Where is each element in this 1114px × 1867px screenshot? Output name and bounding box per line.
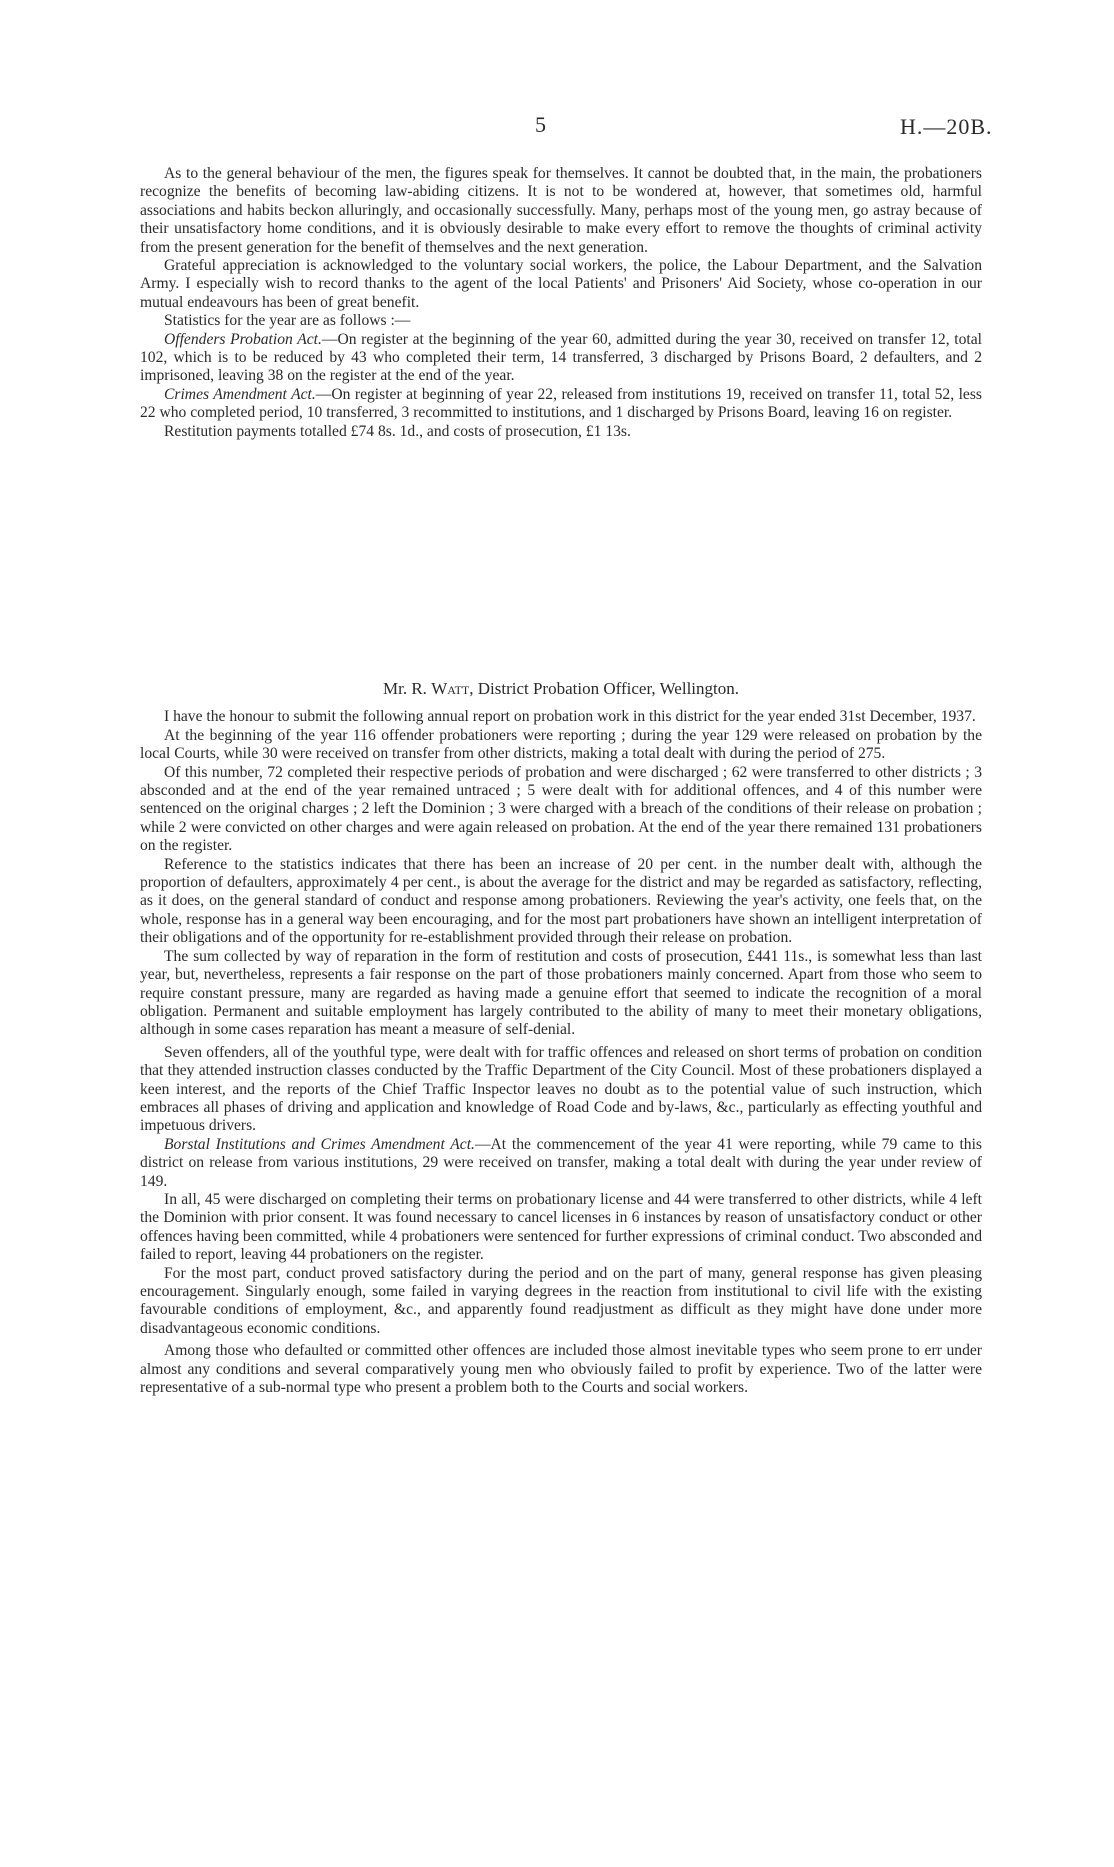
paragraph: Of this number, 72 completed their respective periods of probation and were discharged ; 62 were transferred to other districts ; 3 absconded and at the end of the year remained untraced ; 5 were dealt with for additional offences, and 4 of this number were sentenced on the original charges ; 2 left the Dominion ; 3 were charged with a breach of the conditions of their release on probation ; while 2 were convicted on other charges and were again released on probation. At the end of the year there remained 131 probationers on the register. xyxy=(140,763,982,855)
paragraph: Statistics for the year are as follows :— xyxy=(164,312,411,330)
section-heading: Mr. R. Watt, District Probation Officer, Wellington. xyxy=(383,679,739,698)
paragraph xyxy=(140,1136,982,1191)
paragraph: At the beginning of the year 116 offender probationers were reporting ; during the year 129 were released on probation by the local Courts, while 30 were received on transfer from other districts, making a total dealt with during the period of 275. xyxy=(140,726,982,763)
paragraph-text: —On register at beginning of year 22, released from institutions 19, received on transfer 11, total 52, less 22 who completed period, 10 transferred, 3 recommitted to institutions, and 1 discharged by Prisons Board, leaving 16 on register. xyxy=(140,385,982,422)
paragraph xyxy=(140,386,982,423)
paragraph: Restitution payments totalled £74 8s. 1d., and costs of prosecution, £1 13s. xyxy=(164,422,631,440)
section-general-behaviour xyxy=(140,165,982,441)
section-wellington-report xyxy=(140,680,982,1397)
page-number: 5 xyxy=(535,112,546,137)
document-reference: H.—20B. xyxy=(900,114,993,139)
paragraph: I have the honour to submit the following annual report on probation work in this district for the year ended 31st December, 1937. xyxy=(164,708,976,726)
paragraph: Reference to the statistics indicates that there has been an increase of 20 per cent. in the number dealt with, although the proportion of defaulters, approximately 4 per cent., is about the average for the district and may be regarded as satisfactory, reflecting, as it does, on the general standard of conduct and response among probationers. Reviewing the year's activity, one feels that, on the whole, response has in a general way been encouraging, and for the most part probationers have shown an intelligent interpretation of their obligations and of the opportunity for re-establishment provided through their release on probation. xyxy=(140,855,982,947)
act-title: Offenders Probation Act. xyxy=(164,330,322,348)
paragraph: The sum collected by way of reparation in the form of restitution and costs of prosecution, £441 11s., is somewhat less than last year, but, nevertheless, represents a fair response on the part of those probationers mainly concerned. Apart from those who seem to require constant pressure, many are regarded as having made a genuine effort that seemed to indicate the recognition of a moral obligation. Permanent and suitable employment has largely contributed to the ability of many to meet their monetary obligations, although in some cases reparation has meant a measure of self-denial. xyxy=(140,947,982,1039)
paragraph: Among those who defaulted or committed other offences are included those almost inevitable types who seem prone to err under almost any conditions and several comparatively young men who obviously failed to profit by experience. Two of the latter were representative of a sub-normal type who present a problem both to the Courts and social workers. xyxy=(140,1342,982,1397)
paragraph: In all, 45 were discharged on completing their terms on probationary license and 44 were transferred to other districts, while 4 left the Dominion with prior consent. It was found necessary to cancel licenses in 6 instances by reason of unsatisfactory conduct or other offences having been committed, while 4 probationers were sentenced for further expressions of criminal conduct. Two absconded and failed to report, leaving 44 probationers on the register. xyxy=(140,1190,982,1264)
paragraph xyxy=(140,331,982,386)
paragraph: Grateful appreciation is acknowledged to the voluntary social workers, the police, the Labour Department, and the Salvation Army. I especially wish to record thanks to the agent of the local Patients' and Prisoners' Aid Society, whose co-operation in our mutual endeavours has been of great benefit. xyxy=(140,257,982,311)
paragraph: Seven offenders, all of the youthful type, were dealt with for traffic offences and released on short terms of probation on condition that they attended instruction classes conducted by the Traffic Department of the City Council. Most of these probationers displayed a keen interest, and the reports of the Chief Traffic Inspector leaves no doubt as to the potential value of such instruction, which embraces all phases of driving and application and knowledge of Road Code and by-laws, &c., particularly as effecting youthful and impetuous drivers. xyxy=(140,1043,982,1135)
act-title: Crimes Amendment Act. xyxy=(164,385,316,403)
officer-name: Watt xyxy=(431,679,470,698)
paragraph-text: —On register at the beginning of the year 60, admitted during the year 30, received on transfer 12, total 102, which is to be reduced by 43 who completed their term, 14 transferred, 3 discharged by Prisons Board, 2 defaulters, and 2 imprisoned, leaving 38 on the register at the end of the year. xyxy=(140,330,982,385)
paragraph: For the most part, conduct proved satisfactory during the period and on the part of many, general response has given pleasing encouragement. Singularly enough, some failed in varying degrees in the reaction from institutional to civil life with the existing favourable conditions of employment, &c., and apparently found readjustment as difficult as they might have done under more disadvantageous economic conditions. xyxy=(140,1264,982,1337)
act-title: Borstal Institutions and Crimes Amendment Act. xyxy=(164,1135,475,1153)
paragraph: As to the general behaviour of the men, the figures speak for themselves. It cannot be doubted that, in the main, the probationers recognize the benefits of becoming law-abiding citizens. It is not to be wondered at, however, that sometimes old, harmful associations and habits beckon alluringly, and occasionally successfully. Many, perhaps most of the young men, go astray because of their unsatisfactory home conditions, and it is obviously desirable to make every effort to remove the thoughts of criminal activity from the present generation for the benefit of themselves and the next generation. xyxy=(140,165,982,256)
paragraph-text: —At the commencement of the year 41 were reporting, while 79 came to this district on release from various institutions, 29 were received on transfer, making a total dealt with during the year under review of 149. xyxy=(140,1135,983,1190)
